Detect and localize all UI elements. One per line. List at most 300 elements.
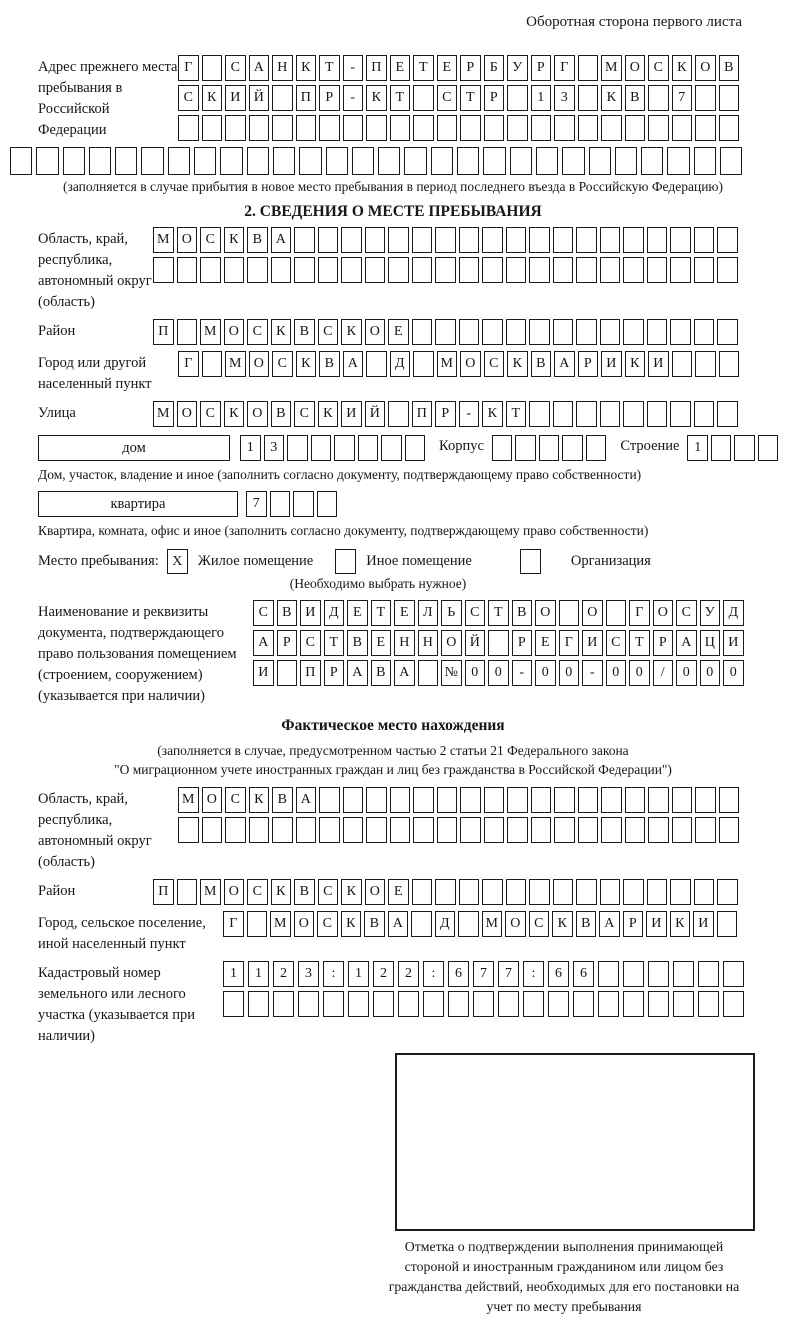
char-cell [615,147,637,175]
char-cell: В [371,660,392,686]
char-cell [200,257,221,283]
char-cell: И [601,351,622,377]
char-cell [717,257,738,283]
house-block [38,435,748,461]
char-cell: О [695,55,716,81]
char-cell: Р [460,55,481,81]
char-cell [647,401,668,427]
char-cell: Г [223,911,244,937]
char-cell [695,351,716,377]
apartment-block [38,491,748,517]
char-cell: Г [554,55,575,81]
char-cell [647,257,668,283]
char-cell [358,435,379,461]
char-cell [343,817,364,843]
stamp-caption: Отметка о подтверждении выполнения принимающей стороной и иностранным гражданином или лицом без гражданства действий, необходимых для его постановки на учет по месту пребывания [388,1239,740,1314]
char-cell [398,991,419,1017]
char-cell: О [224,319,245,345]
char-cell: Е [394,600,415,626]
char-cell [225,115,246,141]
char-cell [670,879,691,905]
char-cell [553,227,574,253]
char-cell [373,991,394,1017]
char-cell [648,991,669,1017]
char-cell: П [153,879,174,905]
char-cell [562,147,584,175]
char-cell [390,115,411,141]
stroenie-label: Строение [620,438,680,454]
char-cell: 7 [246,491,267,517]
char-cell: С [178,85,199,111]
char-cell [459,319,480,345]
char-cell [413,351,434,377]
char-cell [553,257,574,283]
char-cell: А [343,351,364,377]
char-cell [177,319,198,345]
char-cell: П [412,401,433,427]
char-cell: Р [653,630,674,656]
char-cell [388,257,409,283]
char-cell [578,85,599,111]
char-cell [457,147,479,175]
char-cell [553,319,574,345]
char-cell [695,787,716,813]
char-cell [326,147,348,175]
stay-type-option-other: Иное помещение [366,553,472,569]
char-cell [529,227,550,253]
char-cell: 0 [629,660,650,686]
char-cell [694,319,715,345]
char-cell [412,879,433,905]
char-cell [600,879,621,905]
actual-location-title: Фактическое место нахождения [281,717,505,734]
char-cell [694,879,715,905]
char-cell: 0 [488,660,509,686]
char-cell [277,660,298,686]
char-cell: К [296,55,317,81]
char-cell: Т [506,401,527,427]
char-cell: С [247,879,268,905]
char-cell: С [318,879,339,905]
char-cell: Е [347,600,368,626]
char-cell: И [648,351,669,377]
char-cell [623,991,644,1017]
char-cell [202,351,223,377]
char-cell [10,147,32,175]
char-cell [202,115,223,141]
char-cell: О [460,351,481,377]
char-cell: Е [371,630,392,656]
char-cell: М [270,911,291,937]
char-cell: Р [324,660,345,686]
char-cell: С [247,319,268,345]
char-cell: К [601,85,622,111]
char-cell [717,879,738,905]
char-cell [435,257,456,283]
char-cell [36,147,58,175]
char-cell [734,435,755,461]
char-cell: 6 [548,961,569,987]
char-cell [404,147,426,175]
char-cell: Р [484,85,505,111]
char-cell [483,147,505,175]
char-cell [562,435,583,461]
char-cell: М [437,351,458,377]
char-cell: М [200,319,221,345]
char-cell [723,991,744,1017]
prev-address-line-2 [178,85,739,111]
char-cell [553,401,574,427]
char-cell: И [582,630,603,656]
char-cell [695,115,716,141]
char-cell [366,817,387,843]
char-cell: Т [390,85,411,111]
char-cell [670,319,691,345]
char-cell: 2 [373,961,394,987]
char-cell: / [653,660,674,686]
char-cell: Т [413,55,434,81]
char-cell: 0 [676,660,697,686]
char-cell [317,491,338,517]
char-cell [529,879,550,905]
char-cell: Е [437,55,458,81]
char-cell [459,257,480,283]
char-cell: Г [559,630,580,656]
char-cell [723,961,744,987]
char-cell: 1 [348,961,369,987]
char-cell: Е [388,319,409,345]
cadastral-label: Кадастровый номер земельного или лесного участка (указывается при наличии) [38,965,195,1044]
char-cell: 0 [535,660,556,686]
char-cell: О [247,401,268,427]
char-cell: А [394,660,415,686]
char-cell [576,319,597,345]
char-cell [343,787,364,813]
char-cell [673,961,694,987]
char-cell [247,257,268,283]
char-cell: К [224,401,245,427]
char-cell [202,817,223,843]
char-cell [224,257,245,283]
char-cell [435,227,456,253]
char-cell: У [507,55,528,81]
city-block [38,351,748,395]
char-cell [484,787,505,813]
char-cell: - [459,401,480,427]
char-cell [378,147,400,175]
char-cell: О [177,401,198,427]
section-2-title: 2. СВЕДЕНИЯ О МЕСТЕ ПРЕБЫВАНИЯ [244,203,542,220]
char-cell: А [388,911,409,937]
street-cells [153,401,738,427]
char-cell [272,85,293,111]
char-cell [473,991,494,1017]
char-cell: К [271,879,292,905]
char-cell [670,401,691,427]
char-cell: С [465,600,486,626]
char-cell [249,817,270,843]
char-cell: Й [249,85,270,111]
char-cell [506,257,527,283]
char-cell [365,227,386,253]
document-label: Наименование и реквизиты документа, подтверждающего право пользования помещением (строением, сооружением) (указывается при наличии) [38,604,237,704]
char-cell: 7 [473,961,494,987]
char-cell: Р [512,630,533,656]
char-cell [576,227,597,253]
char-cell: 7 [672,85,693,111]
char-cell [598,991,619,1017]
char-cell [365,257,386,283]
char-cell [554,115,575,141]
char-cell: К [296,351,317,377]
char-cell [247,147,269,175]
char-cell: А [554,351,575,377]
char-cell [623,227,644,253]
char-cell: О [535,600,556,626]
char-cell: Д [324,600,345,626]
char-cell [648,787,669,813]
char-cell [89,147,111,175]
char-cell: 0 [465,660,486,686]
char-cell: В [576,911,597,937]
char-cell: К [366,85,387,111]
char-cell: - [343,85,364,111]
char-cell [448,991,469,1017]
stay-type-checkbox-other [335,549,356,574]
char-cell [413,115,434,141]
stay-type-option-organization: Организация [570,553,651,569]
char-cell: С [225,55,246,81]
char-cell [296,817,317,843]
char-cell [672,787,693,813]
char-cell [437,115,458,141]
char-cell [554,817,575,843]
char-cell: С [200,227,221,253]
street-label: Улица [38,405,76,421]
char-cell: Н [418,630,439,656]
char-cell [625,115,646,141]
char-cell [625,787,646,813]
char-cell: К [202,85,223,111]
char-cell [202,55,223,81]
char-cell: 0 [700,660,721,686]
char-cell: О [249,351,270,377]
char-cell [435,879,456,905]
char-cell: Ц [700,630,721,656]
char-cell [299,147,321,175]
actual-city-block [38,911,748,955]
char-cell: С [317,911,338,937]
char-cell [348,991,369,1017]
char-cell [115,147,137,175]
char-cell [507,787,528,813]
char-cell [600,401,621,427]
actual-city-label: Город, сельское поселение, иной населенный пункт [38,915,206,952]
actual-location-note-line1: (заполняется в случае, предусмотренном частью 2 статьи 21 Федерального закона [157,743,629,758]
char-cell: И [646,911,667,937]
prev-address-note: (заполняется в случае прибытия в новое место пребывания в период последнего въезда в Российскую Федерацию) [62,179,724,194]
char-cell: : [423,961,444,987]
char-cell [515,435,536,461]
char-cell [553,879,574,905]
char-cell: : [323,961,344,987]
char-cell: И [693,911,714,937]
char-cell [719,85,740,111]
document-cells-3 [253,660,744,686]
document-cells-2 [253,630,744,656]
char-cell [719,817,740,843]
char-cell [482,227,503,253]
char-cell [719,787,740,813]
char-cell: Г [178,55,199,81]
char-cell [323,991,344,1017]
char-cell: У [700,600,721,626]
prev-address-label: Адрес прежнего места пребывания в Российской Федерации [38,59,178,138]
char-cell: 3 [554,85,575,111]
char-cell [413,85,434,111]
char-cell: Е [388,879,409,905]
stay-type-checkbox-residential: X [167,549,188,574]
char-cell [506,879,527,905]
char-cell: 3 [298,961,319,987]
char-cell: И [341,401,362,427]
char-cell: В [247,227,268,253]
cadastral-cells-2 [223,991,744,1017]
char-cell: К [271,319,292,345]
char-cell: Й [365,401,386,427]
char-cell [719,351,740,377]
char-cell: М [200,879,221,905]
char-cell: Л [418,600,439,626]
char-cell [507,85,528,111]
char-cell: Н [272,55,293,81]
char-cell: С [437,85,458,111]
char-cell [437,787,458,813]
char-cell [510,147,532,175]
char-cell: О [582,600,603,626]
char-cell: П [153,319,174,345]
char-cell: 0 [723,660,744,686]
char-cell: О [625,55,646,81]
char-cell: А [253,630,274,656]
char-cell: - [582,660,603,686]
char-cell [319,115,340,141]
char-cell [366,787,387,813]
char-cell [694,401,715,427]
char-cell [492,435,513,461]
char-cell [647,319,668,345]
char-cell [623,879,644,905]
char-cell [698,991,719,1017]
char-cell [390,817,411,843]
char-cell: Р [435,401,456,427]
char-cell [758,435,779,461]
char-cell [177,257,198,283]
char-cell: Г [178,351,199,377]
district-label: Район [38,323,76,339]
char-cell [366,115,387,141]
char-cell [694,147,716,175]
korpus-label: Корпус [439,438,484,454]
char-cell: О [441,630,462,656]
char-cell [498,991,519,1017]
char-cell [670,227,691,253]
char-cell [648,817,669,843]
char-cell [141,147,163,175]
char-cell [531,787,552,813]
char-cell [578,787,599,813]
char-cell: В [364,911,385,937]
char-cell [249,115,270,141]
char-cell: С [272,351,293,377]
char-cell [423,991,444,1017]
char-cell [431,147,453,175]
char-cell [334,435,355,461]
char-cell: Н [394,630,415,656]
char-cell: 3 [264,435,285,461]
page-side-note: Оборотная сторона первого листа [526,14,742,30]
char-cell [287,435,308,461]
char-cell: И [723,630,744,656]
actual-region-cells-2 [178,817,739,843]
char-cell [623,961,644,987]
actual-region-block [38,787,748,873]
char-cell: 0 [606,660,627,686]
char-cell: И [225,85,246,111]
region-block [38,227,748,313]
char-cell: П [300,660,321,686]
char-cell: С [225,787,246,813]
char-cell: К [552,911,573,937]
char-cell [272,115,293,141]
char-cell: С [300,630,321,656]
char-cell: В [719,55,740,81]
char-cell: Р [531,55,552,81]
house-cells [240,435,425,461]
char-cell [586,435,607,461]
char-cell [168,147,190,175]
actual-location-note-line2: "О миграционном учете иностранных граждан и лиц без гражданства в Российской Федерации") [114,762,672,777]
char-cell: С [648,55,669,81]
char-cell: В [271,401,292,427]
char-cell [413,817,434,843]
char-cell [601,787,622,813]
city-label: Город или другой населенный пункт [38,355,152,392]
char-cell [63,147,85,175]
char-cell [294,257,315,283]
char-cell [598,961,619,987]
char-cell [412,319,433,345]
char-cell: О [653,600,674,626]
char-cell: : [523,961,544,987]
char-cell [381,435,402,461]
char-cell: В [272,787,293,813]
char-cell [273,147,295,175]
document-cells-1 [253,600,744,626]
char-cell: 1 [223,961,244,987]
char-cell: К [341,911,362,937]
char-cell: Д [390,351,411,377]
char-cell [352,147,374,175]
char-cell: А [676,630,697,656]
stroenie-cells [687,435,778,461]
char-cell [366,351,387,377]
char-cell: К [249,787,270,813]
city-cells [178,351,739,377]
actual-city-cells [223,911,737,937]
actual-region-cells-1 [178,787,739,813]
char-cell [578,115,599,141]
